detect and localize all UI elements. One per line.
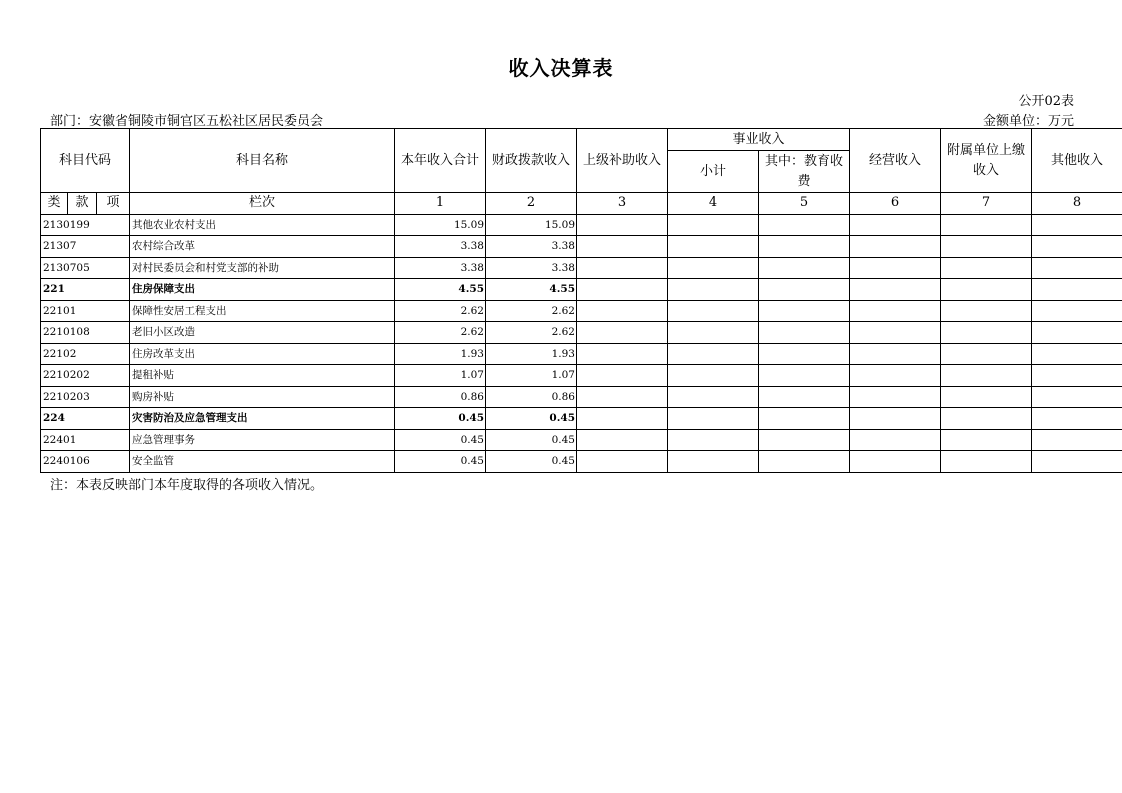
header-xiang: 项 [97, 193, 130, 215]
fiscal-appropriation-value: 0.45 [486, 451, 577, 473]
header-operating-income: 经营收入 [850, 129, 941, 193]
subject-name: 老旧小区改造 [130, 322, 395, 344]
header-fiscal-appropriation: 财政拨款收入 [486, 129, 577, 193]
header-kuan: 款 [68, 193, 97, 215]
header-lei: 类 [41, 193, 68, 215]
table-row [41, 236, 1122, 258]
subject-name: 住房保障支出 [130, 279, 395, 301]
fiscal-appropriation-value: 0.86 [486, 386, 577, 408]
fiscal-appropriation-value: 1.07 [486, 365, 577, 387]
column-number: 5 [759, 193, 850, 215]
total-income-value: 0.45 [395, 408, 486, 430]
total-income-value: 3.38 [395, 257, 486, 279]
column-number: 7 [941, 193, 1032, 215]
column-number: 2 [486, 193, 577, 215]
column-number: 3 [577, 193, 668, 215]
table-row [41, 322, 1122, 344]
table-row [41, 429, 1122, 451]
total-income-value: 15.09 [395, 214, 486, 236]
total-income-value: 2.62 [395, 300, 486, 322]
total-income-value: 2.62 [395, 322, 486, 344]
subject-code: 2130199 [41, 214, 130, 236]
total-income-value: 0.45 [395, 429, 486, 451]
department-label: 部门：安徽省铜陵市铜官区五松社区居民委员会 [50, 114, 324, 129]
total-income-value: 3.38 [395, 236, 486, 258]
table-row [41, 451, 1122, 473]
column-number: 8 [1032, 193, 1122, 215]
table-row [41, 343, 1122, 365]
subject-name: 保障性安居工程支出 [130, 300, 395, 322]
table-row [41, 408, 1122, 430]
total-income-value: 0.86 [395, 386, 486, 408]
table-note: 注：本表反映部门本年度取得的各项收入情况。 [50, 478, 324, 493]
column-number: 4 [668, 193, 759, 215]
subject-name: 购房补贴 [130, 386, 395, 408]
total-income-value: 4.55 [395, 279, 486, 301]
form-number: 公开02表 [1018, 94, 1074, 109]
table-row [41, 300, 1122, 322]
subject-code: 22401 [41, 429, 130, 451]
subject-name: 对村民委员会和村党支部的补助 [130, 257, 395, 279]
subject-code: 2240106 [41, 451, 130, 473]
subject-code: 2210203 [41, 386, 130, 408]
amount-unit-label: 金额单位：万元 [982, 114, 1074, 129]
subject-code: 2210202 [41, 365, 130, 387]
fiscal-appropriation-value: 0.45 [486, 429, 577, 451]
table-row [41, 257, 1122, 279]
header-superior-subsidy: 上级补助收入 [577, 129, 668, 193]
page-title: 收入决算表 [508, 56, 614, 80]
subject-name: 应急管理事务 [130, 429, 395, 451]
table-row [41, 214, 1122, 236]
subject-name: 安全监管 [130, 451, 395, 473]
header-subtotal: 小计 [668, 151, 759, 193]
column-number: 1 [395, 193, 486, 215]
subject-name: 其他农业农村支出 [130, 214, 395, 236]
header-total-income: 本年收入合计 [395, 129, 486, 193]
table-row [41, 365, 1122, 387]
subject-code: 2210108 [41, 322, 130, 344]
fiscal-appropriation-value: 4.55 [486, 279, 577, 301]
total-income-value: 1.93 [395, 343, 486, 365]
fiscal-appropriation-value: 3.38 [486, 257, 577, 279]
subject-code: 22102 [41, 343, 130, 365]
income-final-accounts-table [40, 128, 1122, 473]
subject-code: 21307 [41, 236, 130, 258]
subject-name: 农村综合改革 [130, 236, 395, 258]
table-row [41, 386, 1122, 408]
header-subject-name: 科目名称 [130, 129, 395, 193]
column-number: 6 [850, 193, 941, 215]
fiscal-appropriation-value: 1.93 [486, 343, 577, 365]
fiscal-appropriation-value: 3.38 [486, 236, 577, 258]
header-affiliated-income: 附属单位上缴收入 [941, 129, 1032, 193]
subject-name: 提租补贴 [130, 365, 395, 387]
subject-code: 224 [41, 408, 130, 430]
header-subject-code: 科目代码 [41, 129, 130, 193]
table-row [41, 279, 1122, 301]
subject-code: 221 [41, 279, 130, 301]
fiscal-appropriation-value: 2.62 [486, 300, 577, 322]
subject-code: 22101 [41, 300, 130, 322]
header-lanci: 栏次 [130, 193, 395, 215]
subject-code: 2130705 [41, 257, 130, 279]
fiscal-appropriation-value: 0.45 [486, 408, 577, 430]
subject-name: 住房改革支出 [130, 343, 395, 365]
header-business-income: 事业收入 [668, 129, 850, 151]
fiscal-appropriation-value: 15.09 [486, 214, 577, 236]
header-education-fees: 其中：教育收费 [759, 151, 850, 193]
header-other-income: 其他收入 [1032, 129, 1122, 193]
subject-name: 灾害防治及应急管理支出 [130, 408, 395, 430]
fiscal-appropriation-value: 2.62 [486, 322, 577, 344]
total-income-value: 1.07 [395, 365, 486, 387]
total-income-value: 0.45 [395, 451, 486, 473]
